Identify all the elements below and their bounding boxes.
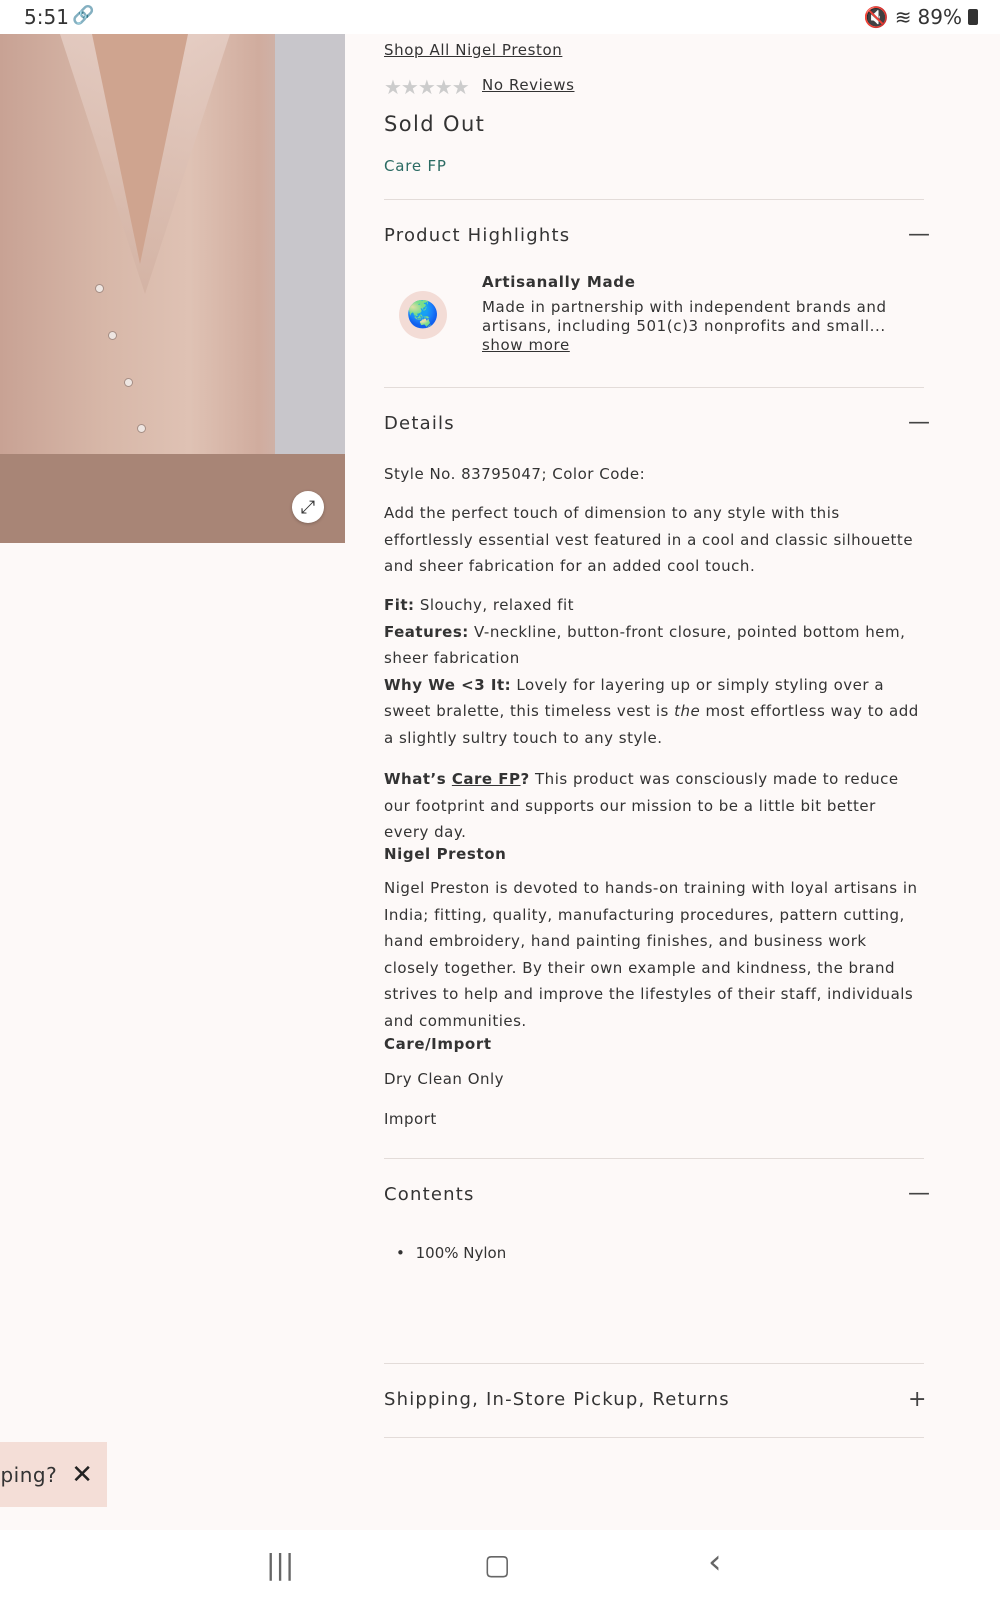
expand-image-button[interactable] bbox=[292, 491, 324, 523]
shop-all-link[interactable]: Shop All Nigel Preston bbox=[384, 41, 563, 59]
highlight-desc-1: Made in partnership with independent brands and bbox=[482, 298, 887, 316]
details-attributes bbox=[384, 592, 924, 751]
mute-icon: 🔇 bbox=[863, 5, 889, 29]
brand-description: Nigel Preston is devoted to hands-on training with loyal artisans in India; fitting, quality, manufacturing procedures, pattern cutting, hand embroidery, hand painting finishes, and business work closely together. By their own example and kindness, the brand strives to help and improve the lifestyles of their staff, individuals and communities. bbox=[384, 879, 918, 1030]
collapse-icon[interactable]: — bbox=[908, 410, 930, 435]
image-button-detail bbox=[108, 331, 117, 340]
fit-line bbox=[384, 592, 924, 619]
expand-icon: ⤢ bbox=[300, 496, 316, 518]
whats-question: ? bbox=[520, 770, 530, 788]
section-contents[interactable]: Contents bbox=[384, 1184, 475, 1205]
collapse-icon[interactable]: — bbox=[908, 1181, 930, 1206]
availability-status: Sold Out bbox=[384, 112, 486, 136]
wifi-icon: ≋ bbox=[894, 5, 912, 29]
expand-plus-icon[interactable]: + bbox=[908, 1387, 927, 1412]
divider bbox=[384, 199, 924, 200]
divider bbox=[384, 387, 924, 388]
product-image[interactable] bbox=[0, 34, 345, 543]
status-time: 5:51 bbox=[24, 5, 69, 29]
link-icon: 🔗 bbox=[72, 5, 95, 26]
highlight-desc-2: artisans, including 501(c)3 nonprofits and small... bbox=[482, 317, 886, 335]
image-button-detail bbox=[124, 378, 133, 387]
back-icon[interactable]: ‹ bbox=[708, 1542, 722, 1582]
collapse-icon[interactable]: — bbox=[908, 222, 930, 247]
bullet-icon: • bbox=[396, 1244, 405, 1262]
why-label: Why We <3 It: bbox=[384, 675, 512, 694]
whats-care-fp bbox=[384, 766, 924, 846]
no-reviews-link[interactable]: No Reviews bbox=[482, 76, 575, 94]
home-icon[interactable]: ▢ bbox=[484, 1548, 511, 1581]
battery-level: 89% bbox=[917, 5, 962, 29]
section-shipping[interactable]: Shipping, In-Store Pickup, Returns bbox=[384, 1389, 730, 1410]
import-info: Import bbox=[384, 1110, 437, 1128]
chat-prompt-text[interactable]: ping? bbox=[0, 1462, 58, 1487]
features-line bbox=[384, 619, 924, 672]
contents-value: 100% Nylon bbox=[415, 1244, 507, 1262]
show-more-link[interactable]: show more bbox=[482, 336, 570, 354]
fit-label: Fit: bbox=[384, 596, 415, 614]
status-bar bbox=[0, 0, 1000, 34]
why-value-end: most effortless way to add a slightly sultry touch to any style. bbox=[384, 702, 919, 747]
divider bbox=[384, 1437, 924, 1438]
image-button-detail bbox=[95, 284, 104, 293]
care-import-title: Care/Import bbox=[384, 1035, 492, 1053]
rating-stars-icon: ★★★★★ bbox=[384, 75, 469, 99]
whats-care-fp-link[interactable]: Care FP bbox=[451, 770, 521, 788]
style-number: Style No. 83795047; Color Code: bbox=[384, 465, 646, 483]
system-nav-bar bbox=[0, 1530, 1000, 1600]
features-value: V-neckline, button-front closure, pointed bottom hem, sheer fabrication bbox=[384, 622, 906, 667]
status-icons bbox=[864, 5, 978, 29]
care-instruction: Dry Clean Only bbox=[384, 1070, 505, 1088]
care-fp-link[interactable]: Care FP bbox=[384, 157, 447, 175]
brand-title: Nigel Preston bbox=[384, 845, 507, 863]
why-value: Lovely for layering up or simply styling over a sweet bralette, this timeless vest is bbox=[384, 675, 885, 720]
features-label: Features: bbox=[384, 622, 469, 641]
globe-icon: 🌏 bbox=[399, 291, 447, 339]
fit-value: Slouchy, relaxed fit bbox=[414, 596, 575, 614]
section-product-highlights[interactable]: Product Highlights bbox=[384, 225, 571, 246]
whats-value: This product was consciously made to reduce our footprint and supports our mission to be a little bit better every day. bbox=[384, 770, 899, 841]
battery-icon bbox=[968, 9, 978, 25]
close-icon[interactable]: ✕ bbox=[71, 1459, 93, 1490]
section-details[interactable]: Details bbox=[384, 413, 455, 434]
recent-apps-icon[interactable]: ||| bbox=[266, 1548, 295, 1581]
highlight-title: Artisanally Made bbox=[482, 273, 636, 291]
divider bbox=[384, 1363, 924, 1364]
chat-prompt[interactable] bbox=[0, 1442, 107, 1507]
why-emphasis: the bbox=[674, 702, 701, 720]
image-button-detail bbox=[137, 424, 146, 433]
whats-label: What’s bbox=[384, 770, 452, 788]
product-description: Add the perfect touch of dimension to any style with this effortlessly essential vest featured in a cool and classic silhouette and sheer fabrication for an added cool touch. bbox=[384, 504, 914, 575]
contents-item bbox=[396, 1244, 506, 1262]
why-line bbox=[384, 672, 924, 752]
divider bbox=[384, 1158, 924, 1159]
